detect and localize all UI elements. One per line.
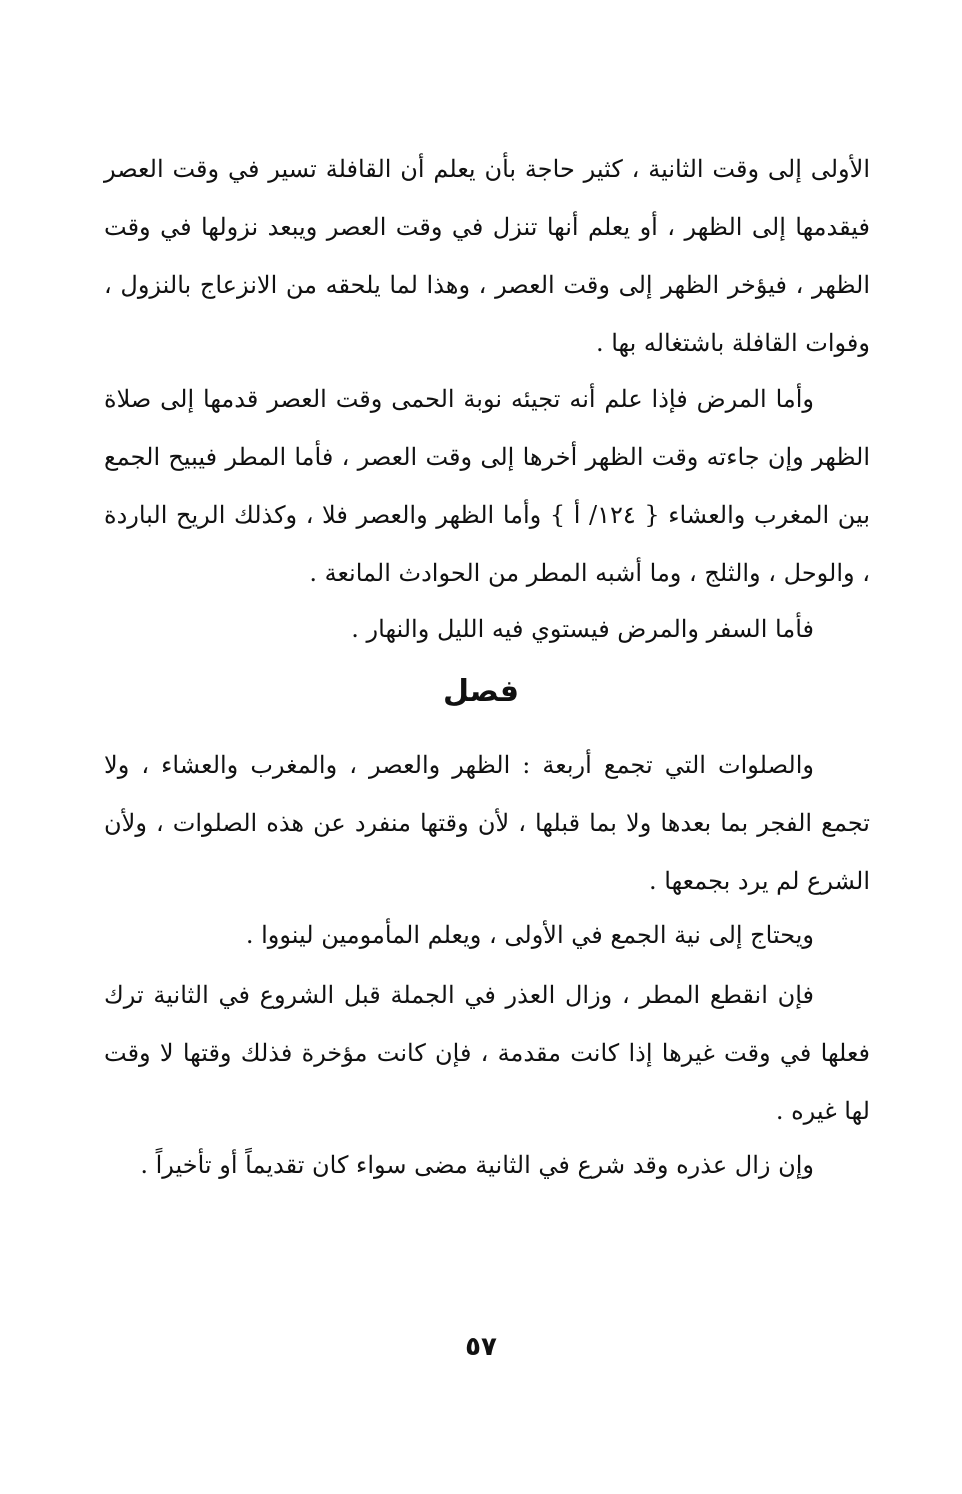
paragraph-text: وإن زال عذره وقد شرع في الثانية مضى سواء كان تقديماً أو تأخيراً .: [140, 1151, 814, 1179]
section-heading: فصل: [443, 674, 519, 709]
paragraph-excuse-ends: [104, 1136, 870, 1194]
paragraph-text: والصلوات التي تجمع أربعة : الظهر والعصر ، والمغرب والعشاء ، ولا تجمع الفجر بما بعدها ولا بما قبلها ، لأن وقتها منفرد عن هذه الصلوات ، ولأن الشرع لم يرد بجمعها .: [104, 751, 870, 895]
paragraph-text: الأولى إلى وقت الثانية ، كثير حاجة بأن يعلم أن القافلة تسير في وقت العصر فيقدمها إلى الظهر ، أو يعلم أنها تنزل في وقت العصر ويبعد نزولها في وقت الظهر ، فيؤخر الظهر إلى وقت العصر ، وهذا لما يلحقه من الانزعاج بالنزول ، وفوات القافلة باشتغاله بها .: [104, 155, 870, 357]
paragraph-rain-stops: [104, 966, 870, 1140]
page-number: ٥٧: [465, 1332, 497, 1362]
paragraph-continuation: [104, 140, 870, 372]
paragraph-text: ويحتاج إلى نية الجمع في الأولى ، ويعلم المأمومين لينووا .: [245, 921, 814, 949]
paragraph-text: فأما السفر والمرض فيستوي فيه الليل والنهار .: [351, 615, 814, 643]
paragraph-text: فإن انقطع المطر ، وزال العذر في الجملة قبل الشروع في الثانية ترك فعلها في وقت غيرها إذا كانت مقدمة ، فإن كانت مؤخرة فذلك وقتها لا وقت لها غيره .: [104, 981, 870, 1125]
paragraph-travel-illness: [104, 600, 870, 658]
paragraph-prayers-combined: [104, 736, 870, 910]
paragraph-intention: [104, 906, 870, 964]
paragraph-text: وأما المرض فإذا علم أنه تجيئه نوبة الحمى وقت العصر قدمها إلى صلاة الظهر وإن جاءته وقت الظهر أخرها إلى وقت العصر ، فأما المطر فيبيح الجمع بين المغرب والعشاء { ١٢٤/ أ } وأما الظهر والعصر فلا ، وكذلك الريح الباردة ، والوحل ، والثلج ، وما أشبه المطر من الحوادث المانعة .: [104, 385, 871, 587]
paragraph-illness-rain: [104, 370, 870, 602]
